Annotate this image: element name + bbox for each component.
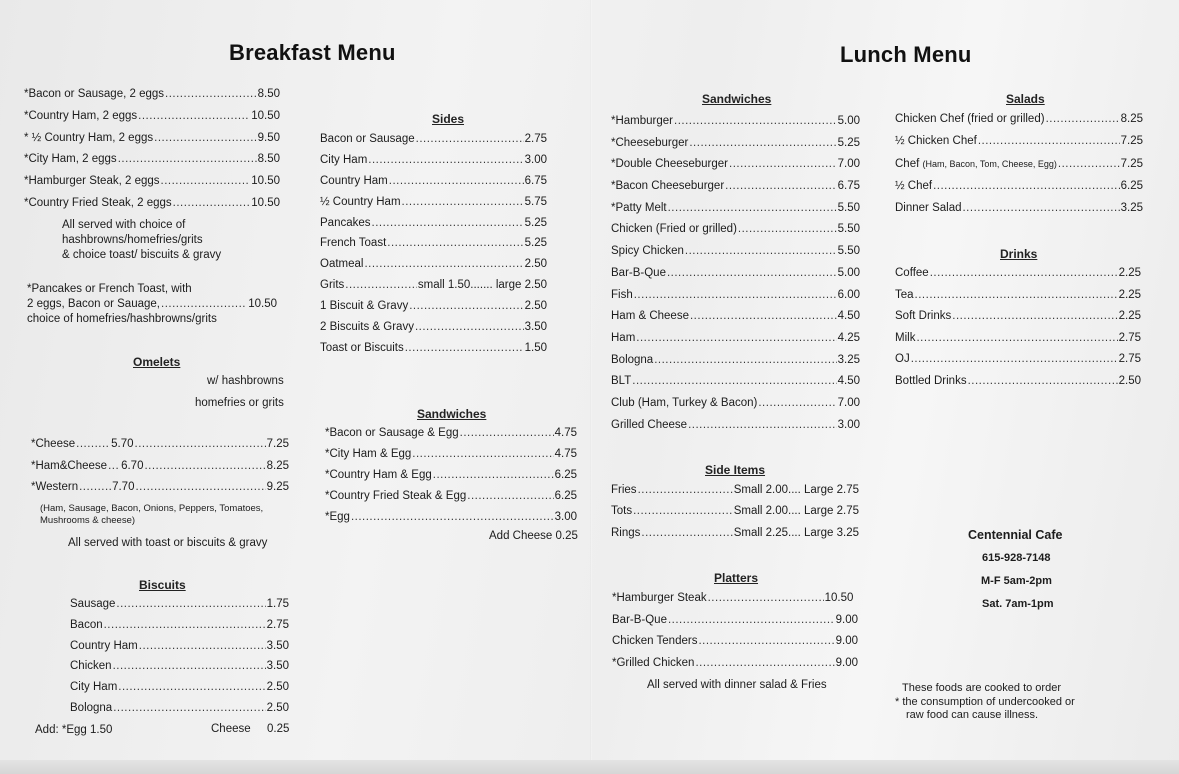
undercooked-warning: These foods are cooked to order * the consumption of undercooked or raw food can cause illness. (895, 682, 1075, 721)
cafe-hours-saturday: Sat. 7am-1pm (982, 598, 1054, 610)
paper-edge (0, 760, 1179, 774)
menu-item: *Hamburger Steak, 2 eggs ..... 10.50 (24, 176, 280, 198)
menu-item: Chicken (Fried or grilled) ..... 5.50 (611, 224, 860, 246)
menu-item: *Double Cheeseburger ..... 7.00 (611, 159, 860, 181)
omelets-note-1: w/ hashbrowns (207, 375, 284, 387)
lunch-sandwiches-heading: Sandwiches (702, 92, 772, 106)
biscuits-cheese-price: 0.25 (267, 723, 290, 735)
breakfast-sandwiches-heading: Sandwiches (417, 407, 487, 421)
omelet-item: *Western ..... 7.70 ..... 9.25 (31, 482, 289, 504)
lunch-title: Lunch Menu (840, 42, 972, 67)
menu-item: Grilled Cheese ..... 3.00 (611, 420, 860, 442)
biscuits-cheese-label: Cheese (211, 723, 251, 735)
menu-item: *Bacon or Sausage, 2 eggs ..... 8.50 (24, 89, 280, 111)
menu-item: ½ Chef ..... 6.25 (895, 181, 1143, 203)
menu-item: *Hamburger Steak ..... 10.50 (612, 593, 858, 615)
menu-item: Soft Drinks ..... 2.25 (895, 311, 1141, 333)
menu-item: BLT ..... 4.50 (611, 376, 860, 398)
menu-item: Bologna ..... 3.25 (611, 355, 860, 377)
breakfast-title: Breakfast Menu (229, 40, 396, 65)
menu-item: Chicken Tenders ..... 9.00 (612, 636, 858, 658)
drinks-list (895, 268, 1141, 397)
cafe-phone: 615-928-7148 (982, 552, 1051, 564)
menu-item: City Ham ..... 2.50 (70, 682, 289, 703)
menu-item: *Bacon Cheeseburger ..... 6.75 (611, 181, 860, 203)
menu-item: *Country Ham, 2 eggs ..... 10.50 (24, 111, 280, 133)
salads-list (895, 114, 1143, 225)
menu-item: *Grilled Chicken ..... 9.00 (612, 658, 858, 680)
menu-item: ½ Country Ham ..... 5.75 (320, 197, 547, 218)
menu-item: Bacon or Sausage ..... 2.75 (320, 134, 547, 155)
menu-item: Bottled Drinks ..... 2.50 (895, 376, 1141, 398)
add-cheese-note: Add Cheese 0.25 (489, 530, 578, 542)
platters-served-note: All served with dinner salad & Fries (647, 679, 827, 691)
omelets-heading: Omelets (133, 355, 181, 369)
biscuits-add-egg: Add: *Egg 1.50 (35, 724, 113, 736)
salads-heading: Salads (1006, 92, 1045, 106)
western-note: (Ham, Sausage, Bacon, Onions, Peppers, Tomatoes, Mushrooms & cheese) (40, 503, 264, 526)
omelets-served-note: All served with toast or biscuits & gravy (68, 537, 268, 549)
cafe-name: Centennial Cafe (968, 528, 1063, 542)
menu-item: ½ Chicken Chef ..... 7.25 (895, 136, 1143, 158)
side-items-heading: Side Items (705, 463, 766, 477)
menu-item: Milk ..... 2.75 (895, 333, 1141, 355)
menu-item: *Egg ..... 3.00 (325, 512, 577, 533)
menu-item: Bacon ..... 2.75 (70, 620, 289, 641)
omelet-item: *Cheese ..... 5.70 ..... 7.25 (31, 439, 289, 461)
menu-item: *Bacon or Sausage & Egg ..... 4.75 (325, 428, 577, 449)
menu-item: Spicy Chicken ..... 5.50 (611, 246, 860, 268)
menu-item: Chicken Chef (fried or grilled) ..... 8.25 (895, 114, 1143, 136)
menu-item: French Toast ..... 5.25 (320, 238, 547, 259)
biscuits-list (70, 599, 289, 724)
lunch-sandwiches-list (611, 116, 860, 441)
omelets-list (31, 439, 289, 504)
menu-item: Ham & Cheese ..... 4.50 (611, 311, 860, 333)
platters-list (612, 593, 858, 679)
breakfast-entrees (24, 89, 280, 220)
menu-item: Fish ..... 6.00 (611, 290, 860, 312)
sides-list (320, 134, 547, 364)
menu-item: Bologna ..... 2.50 (70, 703, 289, 724)
menu-item: Grits ..... small 1.50....... large 2.50 (320, 280, 547, 301)
side-items-list (611, 485, 859, 549)
menu-item: Tea ..... 2.25 (895, 290, 1141, 312)
menu-item: Chef (Ham, Bacon, Tom, Cheese, Egg) ..... 7.25 (895, 159, 1143, 181)
biscuits-heading: Biscuits (139, 578, 186, 592)
menu-item: Pancakes ..... 5.25 (320, 218, 547, 239)
menu-item: *Cheeseburger ..... 5.25 (611, 138, 860, 160)
menu-item: *Hamburger ..... 5.00 (611, 116, 860, 138)
menu-item: Bar-B-Que ..... 9.00 (612, 615, 858, 637)
menu-item: *Country Ham & Egg ..... 6.25 (325, 470, 577, 491)
menu-item: Dinner Salad ..... 3.25 (895, 203, 1143, 225)
breakfast-sandwiches-list (325, 428, 577, 533)
menu-item: Sausage ..... 1.75 (70, 599, 289, 620)
menu-item: Tots ..... Small 2.00.... Large 2.75 (611, 506, 859, 527)
menu-item: Oatmeal ..... 2.50 (320, 259, 547, 280)
cafe-hours-weekday: M-F 5am-2pm (981, 575, 1052, 587)
menu-item: City Ham ..... 3.00 (320, 155, 547, 176)
menu-item: Bar-B-Que ..... 5.00 (611, 268, 860, 290)
menu-item: 2 Biscuits & Gravy ..... 3.50 (320, 322, 547, 343)
menu-item: *Country Fried Steak, 2 eggs ..... 10.50 (24, 198, 280, 220)
menu-item: Toast or Biscuits ..... 1.50 (320, 343, 547, 364)
omelets-note-2: homefries or grits (195, 397, 284, 409)
paper-fold (590, 0, 592, 774)
menu-item: 1 Biscuit & Gravy ..... 2.50 (320, 301, 547, 322)
menu-item: *City Ham, 2 eggs ..... 8.50 (24, 154, 280, 176)
menu-item: Club (Ham, Turkey & Bacon) ..... 7.00 (611, 398, 860, 420)
menu-item: * ½ Country Ham, 2 eggs ..... 9.50 (24, 133, 280, 155)
menu-item: Coffee ..... 2.25 (895, 268, 1141, 290)
menu-item: Fries ..... Small 2.00.... Large 2.75 (611, 485, 859, 506)
menu-item: OJ ..... 2.75 (895, 354, 1141, 376)
breakfast-served-note: All served with choice of hashbrowns/homefries/grits & choice toast/ biscuits & gravy (62, 219, 222, 261)
menu-item: Country Ham ..... 6.75 (320, 176, 547, 197)
menu-item: *City Ham & Egg ..... 4.75 (325, 449, 577, 470)
menu-item: *Patty Melt ..... 5.50 (611, 203, 860, 225)
omelet-item: *Ham&Cheese ..... 6.70 ..... 8.25 (31, 461, 289, 483)
menu-item: *Country Fried Steak & Egg ..... 6.25 (325, 491, 577, 512)
menu-item: Ham ..... 4.25 (611, 333, 860, 355)
menu-item: Chicken ..... 3.50 (70, 661, 289, 682)
pancakes-item: *Pancakes or French Toast, with 2 eggs, Bacon or Sauage, ..... 10.50 choice of homefries/hashbrowns/grits (27, 282, 287, 327)
menu-item: Country Ham ..... 3.50 (70, 641, 289, 662)
platters-heading: Platters (714, 571, 759, 585)
sides-heading: Sides (432, 112, 465, 126)
menu-item: Rings ..... Small 2.25.... Large 3.25 (611, 528, 859, 549)
drinks-heading: Drinks (1000, 247, 1038, 261)
